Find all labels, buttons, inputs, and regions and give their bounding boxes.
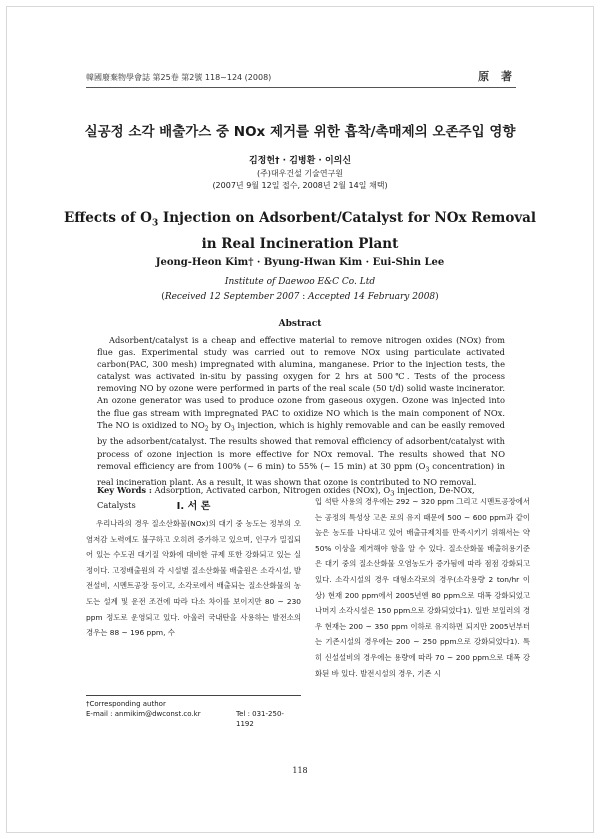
author-tel: Tel : 031-250-1192: [236, 710, 284, 728]
header-rule: [86, 87, 516, 88]
english-affiliation: Institute of Daewoo E&C Co. Ltd: [224, 277, 376, 287]
footnote-rule: [86, 695, 301, 696]
abstract-body: Adsorbent/catalyst is a cheap and effective material to remove nitrogen oxides (NOx) from flue gas. Experimental study was carried out to remove NOx using particulate activated carbon(PAC, 300 mesh) impregnated with alumina, manganese. Prior to the injection tests, the catalyst was activated in-situ by passing oxygen for 2 hrs at 500℃. Tests of the process removing NO by ozone were performed in parts of the real scale (50 t/d) solid waste incinerator. An ozone generator was used to produce ozone from gaseous oxygen. Ozone was injected into the flue gas stream with impregnated PAC to oxidize NO which is the main component of NOx. The NO is oxidized to $NO_2$ by $O_3$ injection, which is highly removable and can be easily removed by the adsorbent/catalyst. The results showed that removal efficiency of adsorbent/catalyst with process of ozone injection is more effective for NOx removal. The results showed that NO removal efficiency are from 100% (~ 6 min) to 55% (~ 15 min) at 30 ppm ($O_3$ concentration) in real incineration plant. As a result, it was shown that ozone is contributed to NO removal.: [97, 335, 506, 488]
korean-affiliation: (주)대우건설 기술연구원: [256, 169, 344, 178]
english-dates: (Received 12 September 2007 : Accepted 14 February 2008): [161, 292, 439, 302]
korean-dates: (2007년 9월 12일 접수, 2008년 2월 14일 채택): [212, 181, 388, 190]
keywords: Key Words : Adsorption, Activated carbon, Nitrogen oxides (NOx), $O_3$ injection, De-NOx, Catalysts: [97, 485, 475, 510]
received-date: Received 12 September 2007: [164, 292, 300, 302]
page-number: 118: [292, 766, 308, 775]
journal-citation: 韓國廢棄物學會誌 第25卷 第2號 118~124 (2008): [86, 73, 272, 82]
abstract-heading: Abstract: [278, 319, 322, 329]
english-authors: Jeong-Heon Kim† · Byung-Hwan Kim · Eui-Shin Lee: [155, 257, 445, 268]
footnote: [86, 699, 301, 728]
section-heading: I. 서 론: [176, 501, 211, 512]
corresponding-author: †Corresponding author: [86, 700, 166, 708]
body-column-right: [315, 494, 530, 681]
korean-authors: 김정헌† · 김병환 · 이의신: [248, 156, 352, 166]
body-paragraph: 입 석탄 사용의 경우에는 292 ~ 320 ppm 그리고 시멘트공장에서는 공정의 특성상 고온 로의 유지 때문에 500 ~ 600 ppm과 같이 높은 농도를 나타내고 있어 배출규제치를 만족시키기 위해서는 약 50% 이상을 제거해야 함을 알 수 있다. 질소산화물 배출허용기준은 대기 중의 질소산화물 오염농도가 증가됨에 따라 점점 강화되고 있다. 소각시설의 경우 대형소각로의 경우(소각용량 2 ton/hr 이상) 현재 200 ppm에서 2005년엔 80 ppm으로 대폭 강화되었고 나머지 소각시설은 150 ppm으로 강화되었다1). 일반 보일러의 경우 현재는 200 ~ 350 ppm 이하로 유지하면 되지만 2005년부터는 기존시설의 경우에는 200 ~ 250 ppm으로 강화되었다1). 특히 신설설비의 경우에는 용량에 따라 70 ~ 200 ppm으로 대폭 강화된 바 있다. 발전시설의 경우, 기존 시: [315, 497, 530, 678]
body-column-left: [86, 516, 301, 641]
running-head: [86, 72, 516, 88]
accepted-date: Accepted 14 February 2008: [308, 292, 436, 302]
body-paragraph: 우리나라의 경우 질소산화물(NOx)의 대기 중 농도는 정부의 오염저감 노력에도 불구하고 오히려 증가하고 있으며, 인구가 밀집되어 있는 수도권 대기질 악화에 대비한 규제 또한 강화되고 있는 실정이다. 고정배출원의 각 시설별 질소산화물 배출원은 소각시설, 발전설비, 시멘트공장 등이고, 소각로에서 배출되는 질소산화물의 농도는 설계 및 운전 조건에 따라 다소 차이를 보이지만 80 ~ 230 ppm 정도로 운영되고 있다. 아울러 국내탄을 사용하는 발전소의 경우는 88 ~ 196 ppm, 수: [86, 519, 301, 638]
korean-title: 실공정 소각 배출가스 중 NOx 제거를 위한 흡착/촉매제의 오존주입 영향: [84, 124, 516, 140]
author-email: E-mail : anmikim@dwconst.co.kr: [86, 710, 201, 718]
keywords-label: Key Words :: [97, 485, 152, 495]
english-title: Effects of $O_3$ Injection on Adsorbent/Catalyst for NOx Removal in Real Incineration Plant: [63, 210, 537, 252]
article-type: 原 著: [478, 70, 516, 83]
